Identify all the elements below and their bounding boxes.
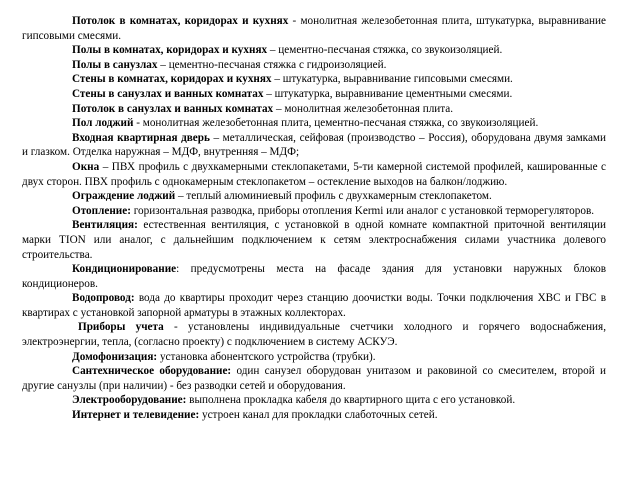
paragraph-text: один санузел оборудован унитазом и раковиной со смесителем, второй и другие санузлы (при наличии) - без разводки сетей и оборудования. (22, 365, 606, 392)
paragraph (22, 43, 606, 58)
paragraph-text: - установлены индивидуальные счетчики холодного и горячего водоснабжения, электроэнергии, тепла, (согласно проекту) с подключением в систему АСКУЭ. (22, 321, 606, 349)
paragraph-heading: Домофонизация: (72, 350, 158, 363)
paragraph-text: : предусмотрены места на фасаде здания для установки наружных блоков кондиционеров. (22, 263, 606, 290)
paragraph-heading: Отопление: (72, 204, 131, 217)
paragraph (22, 116, 606, 131)
paragraph-heading: Полы в комнатах, коридорах и кухнях (72, 44, 268, 57)
paragraph-text: выполнена прокладка кабеля до квартирного щита с его установкой. (186, 394, 516, 407)
paragraph (22, 160, 606, 189)
paragraph-text: устроен канал для прокладки слаботочных сетей. (199, 409, 438, 422)
paragraph-heading: Вентиляция: (72, 219, 138, 232)
paragraph-text: – цементно-песчаная стяжка с гидроизоляцией. (157, 58, 387, 71)
paragraph-text: – цементно-песчаная стяжка, со звукоизоляцией. (267, 44, 503, 57)
paragraph-heading: Входная квартирная дверь (72, 131, 210, 144)
paragraph (22, 102, 606, 117)
paragraph-text: – монолитная железобетонная плита. (273, 102, 454, 115)
paragraph-heading: Кондиционирование (72, 263, 177, 276)
paragraph (22, 204, 606, 219)
paragraph (22, 364, 606, 393)
paragraph-heading: Сантехническое оборудование: (72, 365, 232, 378)
paragraph-text: – штукатурка, выравнивание гипсовыми смесями. (271, 73, 513, 86)
paragraph (22, 87, 606, 102)
paragraph (22, 218, 606, 262)
paragraph (22, 393, 606, 408)
paragraph-text: естественная вентиляция, с установкой в одной комнате компактной приточной вентиляции марки TION или аналог, с дальнейшим подключением к сетям электроснабжения силами участника долевого строительства. (22, 219, 606, 261)
paragraph (22, 131, 606, 160)
paragraph-text: – металлическая, сейфовая (производство – Россия), оборудована двумя замками и глазком. Отделка наружная – МДФ, внутренняя – МДФ; (22, 131, 606, 159)
paragraph-heading: Потолок в санузлах и ванных комнатах (72, 102, 274, 115)
paragraph (22, 58, 606, 73)
paragraph (22, 189, 606, 204)
paragraph (22, 408, 606, 423)
paragraph (22, 14, 606, 43)
paragraph (22, 291, 606, 320)
paragraph-heading: Пол лоджий (72, 117, 134, 130)
paragraph-heading: Ограждение лоджий (72, 190, 176, 203)
paragraph (22, 320, 606, 349)
paragraph (22, 350, 606, 365)
paragraph-heading: Приборы учета (78, 321, 164, 334)
paragraph-heading: Потолок в комнатах, коридорах и кухнях (72, 15, 289, 27)
paragraph-text: – штукатурка, выравнивание цементными смесями. (263, 87, 513, 100)
document-body (22, 14, 606, 423)
paragraph-heading: Интернет и телевидение: (72, 409, 200, 422)
paragraph (22, 262, 606, 291)
paragraph-text: – ПВХ профиль с двухкамерными стеклопакетами, 5-ти камерной системой профилей, кашированные с двух сторон. ПВХ профиль с однокамерным стеклопакетом – остекление выходов на балкон/лоджию. (22, 160, 606, 188)
paragraph-heading: Полы в санузлах (72, 58, 158, 71)
paragraph-text: горизонтальная разводка, приборы отопления Kermi или аналог с установкой терморегуляторов. (130, 204, 595, 217)
paragraph-text: - монолитная железобетонная плита, цементно-песчаная стяжка, со звукоизоляцией. (133, 117, 539, 130)
paragraph-text: - монолитная железобетонная плита, штукатурка, выравнивание гипсовыми смесями. (22, 15, 606, 42)
paragraph-text: вода до квартиры проходит через станцию доочистки воды. Точки подключения ХВС и ГВС в квартирах с установкой запорной арматуры в этажных коллекторах. (22, 292, 606, 319)
paragraph-heading: Стены в санузлах и ванных комнатах (72, 87, 264, 100)
paragraph-text: установка абонентского устройства (трубки). (157, 350, 376, 363)
paragraph-heading: Водопровод: (72, 292, 135, 305)
paragraph-heading: Стены в комнатах, коридорах и кухнях (72, 73, 272, 86)
paragraph-heading: Окна (72, 160, 100, 173)
paragraph-heading: Электрооборудование: (72, 394, 187, 407)
paragraph (22, 72, 606, 87)
paragraph-text: – теплый алюминиевый профиль с двухкамерным стеклопакетом. (175, 190, 492, 203)
